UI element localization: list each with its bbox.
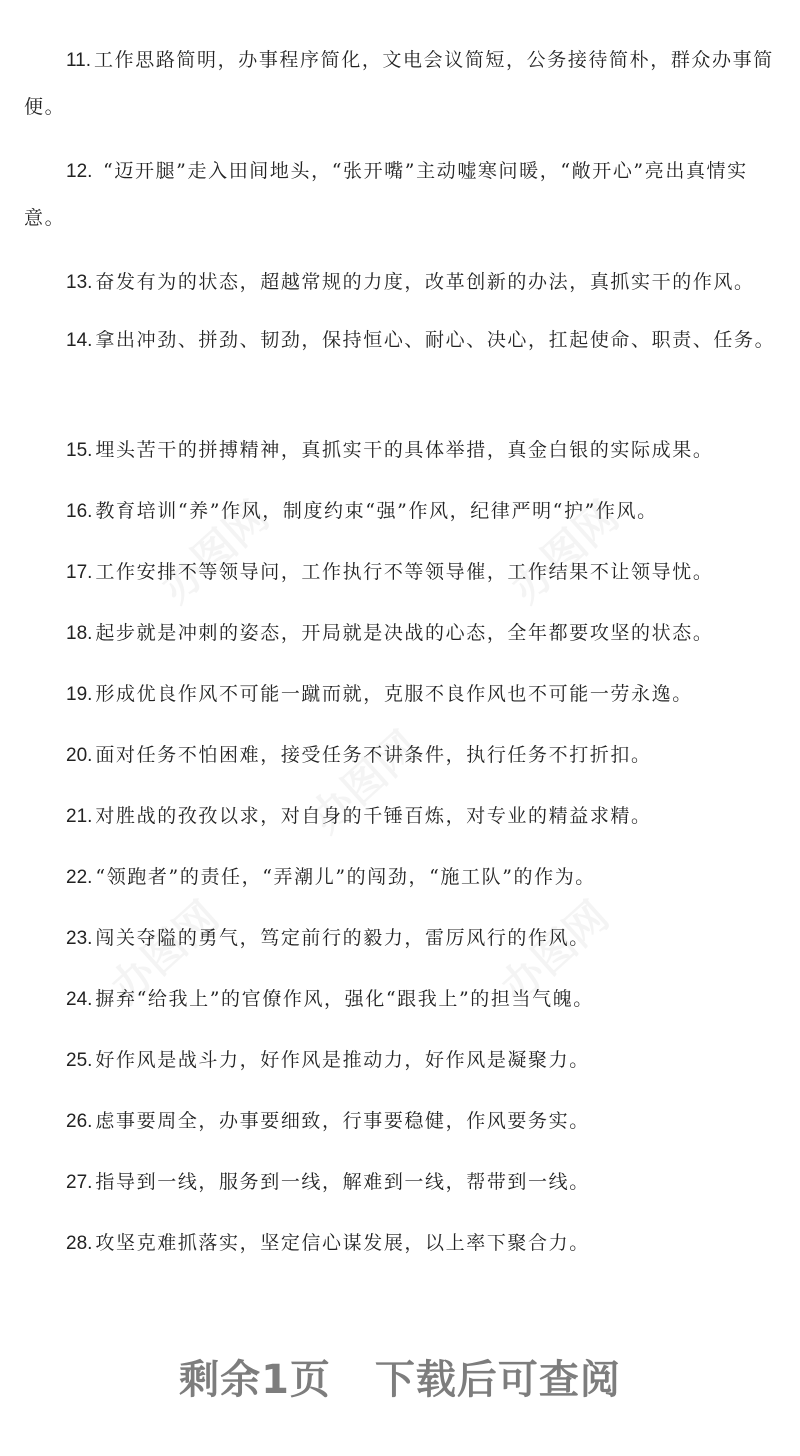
list-item-text: 指导到一线，服务到一线，解难到一线，帮带到一线。 [95,1171,590,1193]
list-item-number: 28. [66,1233,93,1254]
list-item-text: 闯关夺隘的勇气，笃定前行的毅力，雷厉风行的作风。 [95,927,590,949]
list-item-27 [24,1159,780,1206]
download-to-view-label[interactable]: 下载后可查阅 [374,1357,621,1403]
list-item-text: 面对任务不怕困难，接受任务不讲条件，执行任务不打折扣。 [95,744,652,766]
list-item-19 [24,671,780,718]
list-item-15 [24,427,780,474]
list-item-text: 拿出冲劲、拼劲、韧劲，保持恒心、耐心、决心，扛起使命、职责、任务。 [95,329,776,351]
list-item-number: 15. [66,440,93,461]
list-item-28 [24,1220,780,1267]
list-item-22 [24,854,780,901]
list-item-text: 埋头苦干的拼搏精神，真抓实干的具体举措，真金白银的实际成果。 [95,439,714,461]
download-prompt[interactable] [0,1350,800,1410]
list-item-16 [24,488,780,535]
list-item-number: 20. [66,745,93,766]
list-item-number: 24. [66,989,93,1010]
list-item-text: 起步就是冲刺的姿态，开局就是决战的心态，全年都要攻坚的状态。 [95,622,714,644]
list-item-text: 教育培训“养”作风，制度约束“强”作风，纪律严明“护”作风。 [95,500,658,522]
remaining-pages-label: 剩余1页 [179,1357,331,1403]
list-item-number: 21. [66,806,93,827]
list-item-number: 18. [66,623,93,644]
list-item-text: 工作安排不等领导问，工作执行不等领导催，工作结果不让领导忧。 [95,561,714,583]
list-item-text: 虑事要周全，办事要细致，行事要稳健，作风要务实。 [95,1110,590,1132]
list-item-number: 19. [66,684,93,705]
list-item-number: 13. [66,272,93,293]
list-item-25 [24,1037,780,1084]
list-item-number: 22. [66,867,93,888]
list-item-number: 26. [66,1111,93,1132]
list-item-11 [24,37,780,131]
list-item-text: 摒弃“给我上”的官僚作风，强化“跟我上”的担当气魄。 [95,988,594,1010]
list-item-text: 形成优良作风不可能一蹴而就，克服不良作风也不可能一劳永逸。 [95,683,693,705]
list-item-20 [24,732,780,779]
list-item-text: 对胜战的孜孜以求，对自身的千锤百炼，对专业的精益求精。 [95,805,652,827]
list-item-number: 14. [66,330,93,351]
list-item-number: 25. [66,1050,93,1071]
list-item-text: 好作风是战斗力，好作风是推动力，好作风是凝聚力。 [95,1049,590,1071]
list-item-number: 23. [66,928,93,949]
list-item-text: “领跑者”的责任，“弄潮儿”的闯劲，“施工队”的作为。 [95,866,596,888]
list-item-text: 工作思路简明，办事程序简化，文电会议简短，公务接待简朴，群众办事简便。 [24,49,774,118]
list-item-number: 12. [66,161,93,182]
list-item-text: 攻坚克难抓落实，坚定信心谋发展，以上率下聚合力。 [95,1232,590,1254]
list-item-18 [24,610,780,657]
list-item-13 [24,259,780,306]
list-item-14 [24,317,780,364]
list-item-number: 27. [66,1172,93,1193]
list-item-number: 11. [66,50,92,71]
list-item-23 [24,915,780,962]
list-item-number: 17. [66,562,93,583]
list-item-24 [24,976,780,1023]
list-item-26 [24,1098,780,1145]
list-item-21 [24,793,780,840]
list-item-17 [24,549,780,596]
list-item-number: 16. [66,501,93,522]
list-item-text: 奋发有为的状态，超越常规的力度，改革创新的办法，真抓实干的作风。 [95,271,755,293]
list-item-12 [24,148,780,242]
list-item-text: “迈开腿”走入田间地头，“张开嘴”主动嘘寒问暖，“敞开心”亮出真情实意。 [24,160,748,229]
